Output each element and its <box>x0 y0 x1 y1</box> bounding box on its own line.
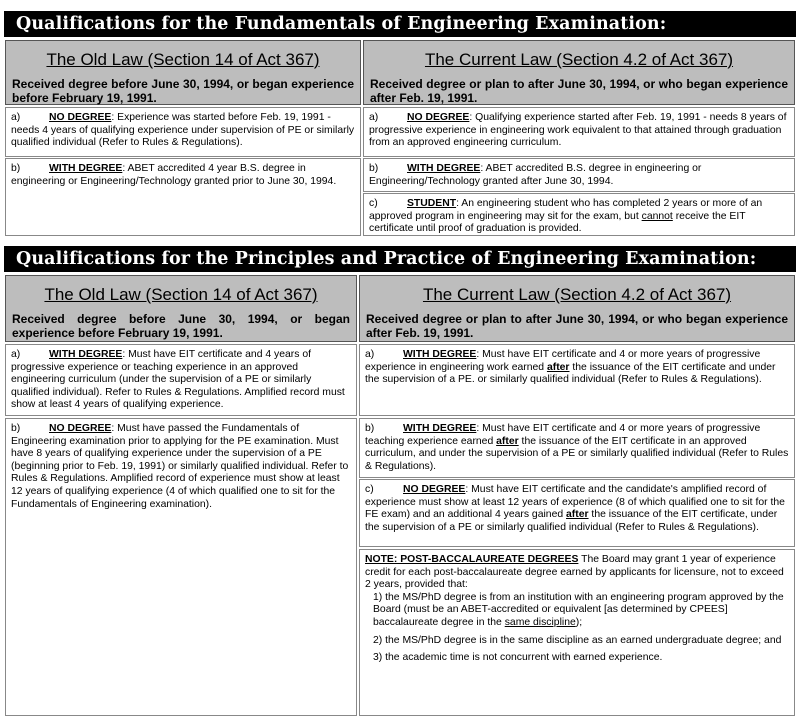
pe-current-item-a <box>359 344 795 416</box>
item-label: b) <box>365 423 375 434</box>
item-key: NO DEGREE <box>407 112 470 123</box>
pe-current-note <box>359 549 795 716</box>
item-text: : Must have EIT certificate and 4 or more years of progressive experience in engineering work earned <box>365 349 761 373</box>
fe-old-item-b <box>5 158 361 236</box>
item-text: receive the EIT certificate until proof of graduation is provided. <box>369 210 746 235</box>
fe-current-law-received: Received degree or plan to after June 30, 1994, or who began experience after Feb. 19, 1991. <box>370 77 788 105</box>
item-text: : Must have EIT certificate and 4 years of progressive experience or teaching experience in an approved engineering curriculum (under the supervision of a PE or similarly qualified individual). Refer to Rules & Regulations. Amplified record must show at least 4 years of qualifying experience. <box>11 349 345 411</box>
pe-section-title: Qualifications for the Principles and Practice of Engineering Examination: <box>4 246 796 272</box>
note-key: NOTE: POST-BACCALAUREATE DEGREES <box>365 554 579 565</box>
item-key: WITH DEGREE <box>403 423 477 434</box>
after-emphasis: after <box>496 435 519 447</box>
item-text: the issuance of the EIT certificate in an approved curriculum, and under the supervision of a PE or similarly qualified individual (Refer to Rules & Regulations). <box>365 435 789 472</box>
note-item-3: 3) the academic time is not concurrent with earned experience. <box>373 652 663 664</box>
fe-old-item-a <box>5 107 361 157</box>
item-label: a) <box>11 112 21 123</box>
item-key: NO DEGREE <box>49 112 112 123</box>
item-text: : ABET accredited 4 year B.S. degree in engineering or Engineering/Technology granted prior to June 30, 1994. <box>11 163 337 187</box>
item-label: b) <box>11 163 21 174</box>
item-label: c) <box>369 198 378 209</box>
after-emphasis: after <box>566 509 589 521</box>
note-item-2: 2) the MS/PhD degree is in the same discipline as an earned undergraduate degree; and <box>373 634 782 646</box>
fe-section-title: Qualifications for the Fundamentals of Engineering Examination: <box>4 11 796 37</box>
pe-current-law-received: Received degree or plan to after June 30, 1994, or who began experience after Feb. 19, 1991. <box>366 312 788 340</box>
fe-old-law-received: Received degree before June 30, 1994, or began experience before February 19, 1991. <box>12 77 354 105</box>
item-key: WITH DEGREE <box>49 163 123 174</box>
pe-current-law-header <box>359 275 795 342</box>
item-text: : Must have EIT certificate and the candidate's amplified record of experience must show at least 12 years of experience (8 of which qualified one to sit for the FE exam) and an additional 4 years gained <box>365 484 785 521</box>
item-text: the issuance of the EIT certificate and under the supervision of a PE. or similarly qualified individual (Refer to Rules & Regulations). <box>365 361 776 386</box>
item-label: b) <box>11 423 21 434</box>
item-label: a) <box>365 349 375 360</box>
pe-current-item-b <box>359 418 795 478</box>
fe-current-law-heading: The Current Law (Section 4.2 of Act 367) <box>424 50 734 69</box>
fe-current-law-header <box>363 40 795 105</box>
item-key: WITH DEGREE <box>49 349 123 360</box>
pe-old-law-header <box>5 275 357 342</box>
item-text: : Experience was started before Feb. 19, 1991 - needs 4 years of qualifying experience under supervision of PE or similarly qualified individual (Refer to Rules & Regulations). <box>11 112 355 149</box>
item-key: WITH DEGREE <box>403 349 477 360</box>
after-emphasis: after <box>546 361 570 373</box>
pe-old-law-received: Received degree before June 30, 1994, or began experience before February 19, 1991. <box>12 312 350 340</box>
fe-current-item-a <box>363 107 795 157</box>
fe-current-item-c <box>363 193 795 236</box>
item-label: a) <box>11 349 21 360</box>
pe-current-item-c <box>359 479 795 547</box>
pe-old-item-a <box>5 344 357 416</box>
item-key: NO DEGREE <box>403 484 466 495</box>
item-text: : An engineering student who has completed 2 years or more of an approved program in engineering may sit for the exam, but <box>369 198 763 222</box>
note-intro: The Board may grant 1 year of experience credit for each post-baccalaureate degree earned by applicants for licensure, not to exceed 2 years, provided that: <box>365 554 784 591</box>
fe-current-item-b <box>363 158 795 192</box>
item-label: a) <box>369 112 379 123</box>
item-text: : ABET accredited B.S. degree in engineering or Engineering/Technology granted after June 30, 1994. <box>369 163 702 187</box>
item-key: NO DEGREE <box>49 423 112 434</box>
item-label: c) <box>365 484 374 495</box>
note-item-1-end: ); <box>575 616 583 628</box>
pe-old-law-heading: The Old Law (Section 14 of Act 367) <box>44 285 318 304</box>
same-discipline-emphasis: same discipline <box>504 616 576 628</box>
pe-current-law-heading: The Current Law (Section 4.2 of Act 367) <box>422 285 732 304</box>
pe-old-item-b <box>5 418 357 716</box>
item-text: : Qualifying experience started after Feb. 19, 1991 - needs 8 years of progressive experience in engineering work equivalent to that attained through graduation from an approved engineering curriculum. <box>369 112 787 149</box>
item-key: STUDENT <box>407 198 457 209</box>
item-text: : Must have EIT certificate and 4 or more years of progressive teaching experience earned <box>365 423 761 447</box>
fe-old-law-heading: The Old Law (Section 14 of Act 367) <box>46 50 320 69</box>
note-item-1-text: 1) the MS/PhD degree is from an institution with an engineering program approved by the Board (must be an ABET-accredited or equivalent [as determined by CPEES] baccalaureate degree in the <box>373 591 784 628</box>
item-label: b) <box>369 163 379 174</box>
item-text: : Must have passed the Fundamentals of Engineering examination prior to applying for the PE examination. Must have 8 years of qualifying experience under the supervision of a PE (beginning prior to Feb. 19, 1991) or similarly qualified individual. Refer to Rules & Regulations. Amplified record of experience must show at least 12 years of qualifying experience (4 of which qualified one to sit for the Fundamentals of Engineering examination). <box>11 423 349 510</box>
cannot-emphasis: cannot <box>641 210 673 222</box>
item-text: the issuance of the EIT certificate, under the supervision of a PE or similarly qualified individual (Refer to Rules & Regulations). <box>365 509 778 533</box>
fe-old-law-header <box>5 40 361 105</box>
item-key: WITH DEGREE <box>407 163 481 174</box>
note-item-1 <box>365 592 789 630</box>
